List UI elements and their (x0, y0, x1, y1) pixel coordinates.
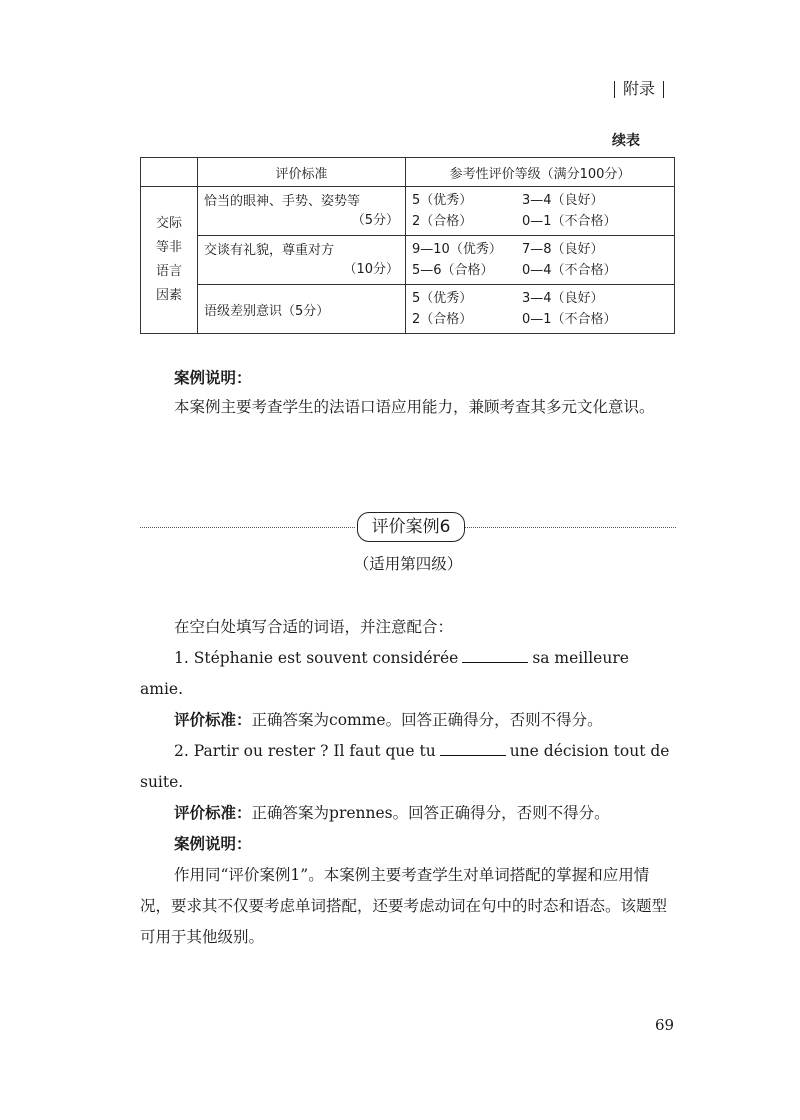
running-header (606, 76, 672, 99)
dotted-rule-left (140, 527, 355, 528)
factor-line: 交际 (155, 216, 182, 231)
factor-line: 因素 (155, 288, 182, 303)
level-excellent: 5（优秀） (412, 291, 473, 306)
answer-blank (462, 650, 528, 663)
evaluation-table (140, 157, 675, 334)
criterion-cell (198, 236, 406, 285)
levels-cell (406, 285, 675, 334)
standard-label: 评价标准： (174, 804, 252, 822)
level-excellent: 5（优秀） (412, 193, 473, 208)
criterion-text: 交谈有礼貌，尊重对方 (204, 243, 335, 258)
case-banner (140, 512, 676, 542)
standard-label: 评价标准： (174, 711, 252, 729)
level-fail: 0—1（不合格） (522, 312, 617, 327)
criterion-cell (198, 187, 406, 236)
instruction: 在空白处填写合适的词语，并注意配合： (174, 618, 454, 636)
note-label: 案例说明： (174, 835, 252, 853)
levels-cell (406, 236, 675, 285)
col-header-levels: 参考性评价等级（满分100分） (406, 158, 675, 187)
note-1 (140, 364, 676, 422)
question-1 (140, 643, 676, 705)
table-corner (141, 158, 198, 187)
page-number: 69 (655, 1016, 675, 1034)
factor-line: 语言 (155, 264, 182, 279)
level-good: 3—4（良好） (522, 193, 604, 208)
standard-1 (140, 705, 676, 736)
note-text: 作用同“评价案例1”。本案例主要考查学生对单词搭配的掌握和应用情况，要求其不仅要考虑单词搭配，还要考虑动词在句中的时态和语态。该题型可用于其他级别。 (140, 866, 668, 946)
criterion-points: （5分） (351, 213, 399, 228)
question-2 (140, 736, 676, 798)
level-good: 7—8（良好） (522, 242, 604, 257)
standard-text: 正确答案为comme。回答正确得分，否则不得分。 (251, 711, 603, 729)
header-divider (663, 81, 664, 98)
table-row (141, 187, 675, 236)
note-label: 案例说明： (174, 369, 252, 387)
factor-cell (141, 187, 198, 334)
question-text: sa meilleure amie. (140, 649, 629, 698)
standard-2 (140, 798, 676, 829)
question-text: 2. Partir ou rester ? Il faut que tu (174, 742, 436, 760)
factor-line: 等非 (155, 240, 182, 255)
level-fail: 0—1（不合格） (522, 214, 617, 229)
table-row (141, 285, 675, 334)
case-title: 评价案例6 (357, 512, 465, 542)
criterion-cell (198, 285, 406, 334)
note-text: 本案例主要考查学生的法语口语应用能力，兼顾考查其多元文化意识。 (174, 398, 655, 416)
question-text: une décision tout de suite. (140, 742, 670, 791)
table-caption: 续表 (612, 133, 640, 149)
level-pass: 2（合格） (412, 312, 473, 327)
criterion-text: 语级差别意识（5分） (204, 303, 330, 319)
level-excellent: 9—10（优秀） (412, 242, 502, 257)
level-pass: 5—6（合格） (412, 263, 494, 278)
criterion-text: 恰当的眼神、手势、姿势等 (204, 194, 361, 209)
level-pass: 2（合格） (412, 214, 473, 229)
criterion-points: （10分） (343, 262, 399, 277)
dotted-rule-right (465, 527, 676, 528)
answer-blank (440, 743, 506, 756)
standard-text: 正确答案为prennes。回答正确得分，否则不得分。 (251, 804, 610, 822)
table-header-row (141, 158, 675, 187)
table-row (141, 236, 675, 285)
level-fail: 0—4（不合格） (522, 263, 617, 278)
col-header-criteria: 评价标准 (198, 158, 406, 187)
exercise (140, 612, 676, 953)
level-good: 3—4（良好） (522, 291, 604, 306)
header-section: 附录 (623, 79, 656, 98)
header-divider (614, 81, 615, 98)
case-level: （适用第四级） (353, 555, 463, 573)
levels-cell (406, 187, 675, 236)
question-text: 1. Stéphanie est souvent considérée (174, 649, 459, 667)
